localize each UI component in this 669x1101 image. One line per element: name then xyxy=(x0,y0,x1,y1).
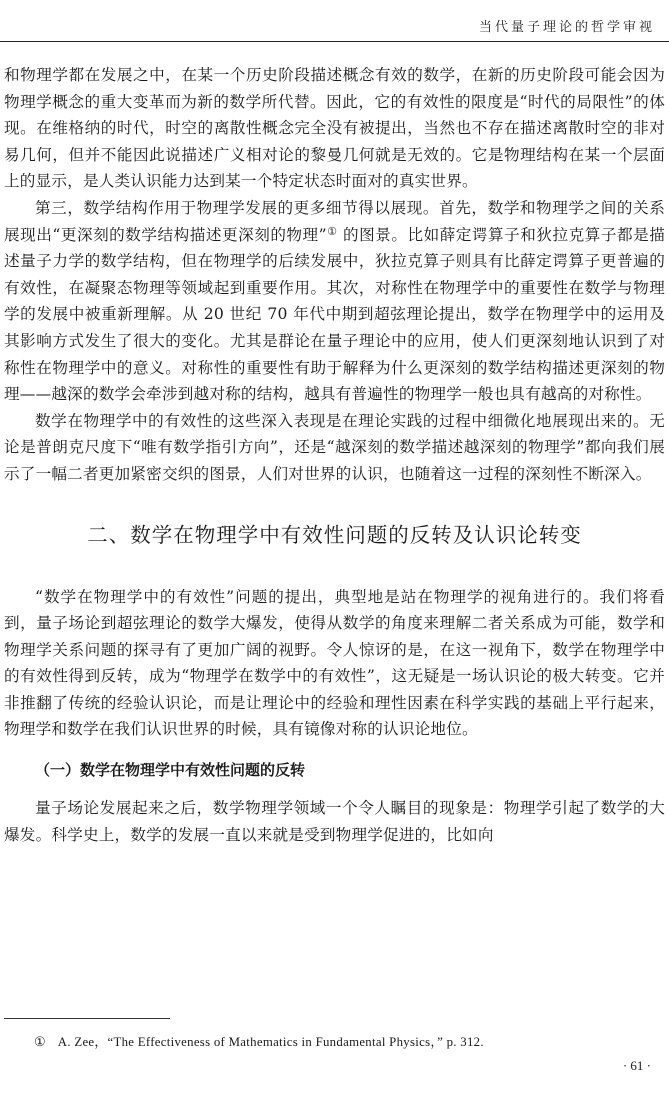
paragraph-summary: 数学在物理学中的有效性的这些深入表现是在理论实践的过程中细微化地展现出来的。无论是普朗克尺度下“唯有数学指引方向”，还是“越深刻的数学描述越深刻的物理学”都向我们展示了一幅二者更加紧密交织的图景，人们对世界的认识，也随着这一过程的深刻性不断深入。 xyxy=(4,411,665,483)
paragraph-section-intro: “数学在物理学中的有效性”问题的提出，典型地是站在物理学的视角进行的。我们将看到，量子场论到超弦理论的数学大爆发，使得从数学的角度来理解二者关系成为可能，数学和物理学关系问题的探寻有了更加广阔的视野。令人惊讶的是，在这一视角下，数学在物理学中的有效性得到反转，成为“物理学在数学中的有效性”，这无疑是一场认识论的极大转变。它并非推翻了传统的经验认识论，而是让理论中的经验和理性因素在科学实践的基础上平行起来，物理学和数学在我们认识世界的时候，具有镜像对称的认识论地位。 xyxy=(4,587,665,739)
paragraph-text: 的图景。比如薛定谔算子和狄拉克算子都是描述量子力学的数学结构，但在物理学的后续发展中，狄拉克算子则具有比薛定谔算子更普遍的有效性，在凝聚态物理等领域起到重要作用。其次，对称性在物理学中的重要性在数学与物理学的发展中被重新理解。从 20 世纪 70 年代中期到超弦理论提出，数学在物理学中的运用及其影响方式发生了很大的变化。尤其是群论在量子理论中的应用，使人们更深刻地认识到了对称性在物理学中的意义。对称性的重要性有助于解释为什么更深刻的数学结构描述更深刻的物理——越深的数学会牵涉到越对称的结构，越具有普遍性的物理学一般也具有越高的对称性。 xyxy=(4,225,665,404)
header-rule xyxy=(0,41,669,42)
footnote-text: A. Zee，“The Effectiveness of Mathematics in Fundamental Physics，” p. 312. xyxy=(57,1035,484,1049)
footnote-rule xyxy=(4,1018,170,1019)
footnote-marker: ① xyxy=(34,1035,46,1049)
paragraph-subsection-start: 量子场论发展起来之后，数学物理学领域一个令人瞩目的现象是：物理学引起了数学的大爆发。科学史上，数学的发展一直以来就是受到物理学促进的，比如向 xyxy=(4,799,665,844)
running-header xyxy=(0,0,669,44)
paragraph-continuation: 和物理学都在发展之中，在某一个历史阶段描述概念有效的数学，在新的历史阶段可能会因为物理学概念的重大变革而为新的数学所代替。因此，它的有效性的限度是“时代的局限性”的体现。在维格纳的时代，时空的离散性概念完全没有被提出，当然也不存在描述离散时空的非对易几何，但并不能因此说描述广义相对论的黎曼几何就是无效的。它是物理结构在某一个层面上的显示，是人类认识能力达到某一个特定状态时面对的真实世界。 xyxy=(4,66,665,191)
paragraph-text: 第三，数学结构作用于物理学发展的更多细节得以展现。首先，数学和物理学之间的关系展现出“更深刻的数学结构描述更深刻的物理” xyxy=(4,198,665,244)
paragraph-third-point xyxy=(4,195,665,408)
main-text xyxy=(4,62,665,848)
footnote-reference[interactable]: ① xyxy=(326,224,338,238)
section-heading: 二、数学在物理学中有效性问题的反转及认识论转变 xyxy=(87,522,582,547)
subsection-heading: （一）数学在物理学中有效性问题的反转 xyxy=(35,761,306,780)
footnote xyxy=(34,1031,484,1050)
page-number: · 61 · xyxy=(622,1058,651,1073)
running-title: 当代量子理论的哲学审视 xyxy=(478,20,655,35)
